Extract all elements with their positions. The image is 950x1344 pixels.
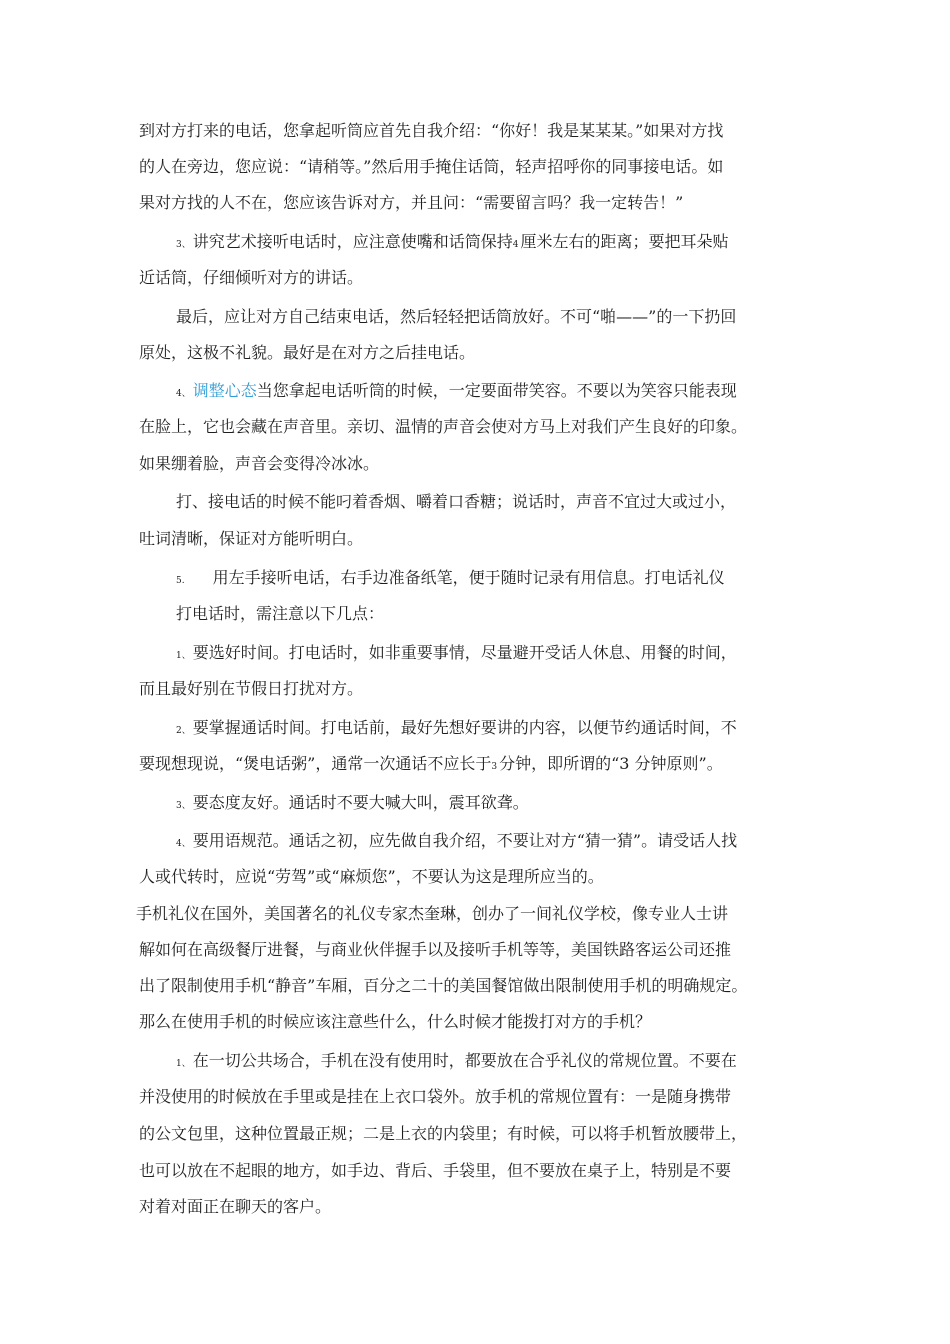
list-number: 2、	[176, 726, 191, 736]
text-line: 4、 要用语规范。通话之初，应先做自我介绍，不要让对方“猜一猜”。请受话人找	[176, 831, 738, 850]
text-line: 要现想现说，“煲电话粥”，通常一次通话不应长于3 分钟，即所谓的“3 分钟原则”。	[139, 754, 723, 773]
list-number: 3、	[176, 240, 191, 250]
text-line: 在脸上，它也会藏在声音里。亲切、温情的声音会使对方马上对我们产生良好的印象。	[139, 417, 748, 436]
text-line: 如果绷着脸，声音会变得冷冰冰。	[139, 454, 380, 473]
list-number: 4、	[176, 389, 191, 399]
text-line: 4、 调整心态当您拿起电话听筒的时候，一定要面带笑容。不要以为笑容只能表现	[176, 381, 737, 400]
text-line: 5. 用左手接听电话，右手边准备纸笔，便于随时记录有用信息。打电话礼仪	[176, 568, 725, 587]
list-number: 1、	[176, 651, 191, 661]
inline-number: 3	[491, 762, 498, 772]
list-number: 3、	[176, 801, 191, 811]
list-number: 4、	[176, 839, 191, 849]
text-line: 到对方打来的电话，您拿起听筒应首先自我介绍：“你好！我是某某某。”如果对方找	[139, 121, 724, 140]
text-line: 也可以放在不起眼的地方，如手边、背后、手袋里，但不要放在桌子上，特别是不要	[139, 1161, 732, 1180]
text-line: 果对方找的人不在，您应该告诉对方，并且问：“需要留言吗？我一定转告！”	[139, 193, 684, 212]
text-line: 打、接电话的时候不能叼着香烟、嚼着口香糖；说话时，声音不宜过大或过小，	[176, 492, 737, 511]
list-number: 5.	[176, 576, 185, 586]
text-line: 而且最好别在节假日打扰对方。	[139, 679, 364, 698]
text-line: 近话筒，仔细倾听对方的讲话。	[139, 268, 364, 287]
adjust-mindset-link[interactable]: 调整心态	[192, 381, 257, 400]
text-line: 1、 要选好时间。打电话时，如非重要事情，尽量避开受话人休息、用餐的时间，	[176, 643, 737, 662]
text-line: 那么在使用手机的时候应该注意些什么，什么时候才能拨打对方的手机？	[139, 1012, 652, 1031]
list-number: 1、	[176, 1059, 191, 1069]
text-line: 3、 要态度友好。通话时不要大喊大叫，震耳欲聋。	[176, 793, 529, 812]
text-line: 手机礼仪在国外，美国著名的礼仪专家杰奎琳，创办了一间礼仪学校，像专业人士讲	[136, 904, 729, 923]
text-line: 3、 讲究艺术接听电话时，应注意使嘴和话筒保持4 厘米左右的距离；要把耳朵贴	[176, 232, 729, 251]
text-line: 原处，这极不礼貌。最好是在对方之后挂电话。	[139, 343, 476, 362]
text-line: 出了限制使用手机“静音”车厢，百分之二十的美国餐馆做出限制使用手机的明确规定。	[139, 976, 748, 995]
inline-number: 4	[512, 240, 519, 250]
text-line: 吐词清晰，保证对方能听明白。	[139, 529, 364, 548]
text-line: 对着对面正在聊天的客户。	[139, 1197, 332, 1216]
text-line: 打电话时，需注意以下几点：	[176, 604, 385, 623]
text-line: 解如何在高级餐厅进餐，与商业伙伴握手以及接听手机等等，美国铁路客运公司还推	[139, 940, 732, 959]
text-line: 人或代转时，应说“劳驾”或“麻烦您”，不要认为这是理所应当的。	[139, 867, 604, 886]
text-line: 的人在旁边，您应说：“请稍等。”然后用手掩住话筒，轻声招呼你的同事接电话。如	[139, 157, 724, 176]
text-line: 2、 要掌握通话时间。打电话前，最好先想好要讲的内容，以便节约通话时间，不	[176, 718, 737, 737]
text-line: 并没使用的时候放在手里或是挂在上衣口袋外。放手机的常规位置有：一是随身携带	[139, 1087, 732, 1106]
text-line: 1、 在一切公共场合，手机在没有使用时，都要放在合乎礼仪的常规位置。不要在	[176, 1051, 737, 1070]
text-line: 的公文包里，这种位置最正规；二是上衣的内袋里；有时候，可以将手机暂放腰带上，	[139, 1124, 748, 1143]
text-line: 最后，应让对方自己结束电话，然后轻轻把话筒放好。不可“啪——”的一下扔回	[176, 307, 737, 326]
